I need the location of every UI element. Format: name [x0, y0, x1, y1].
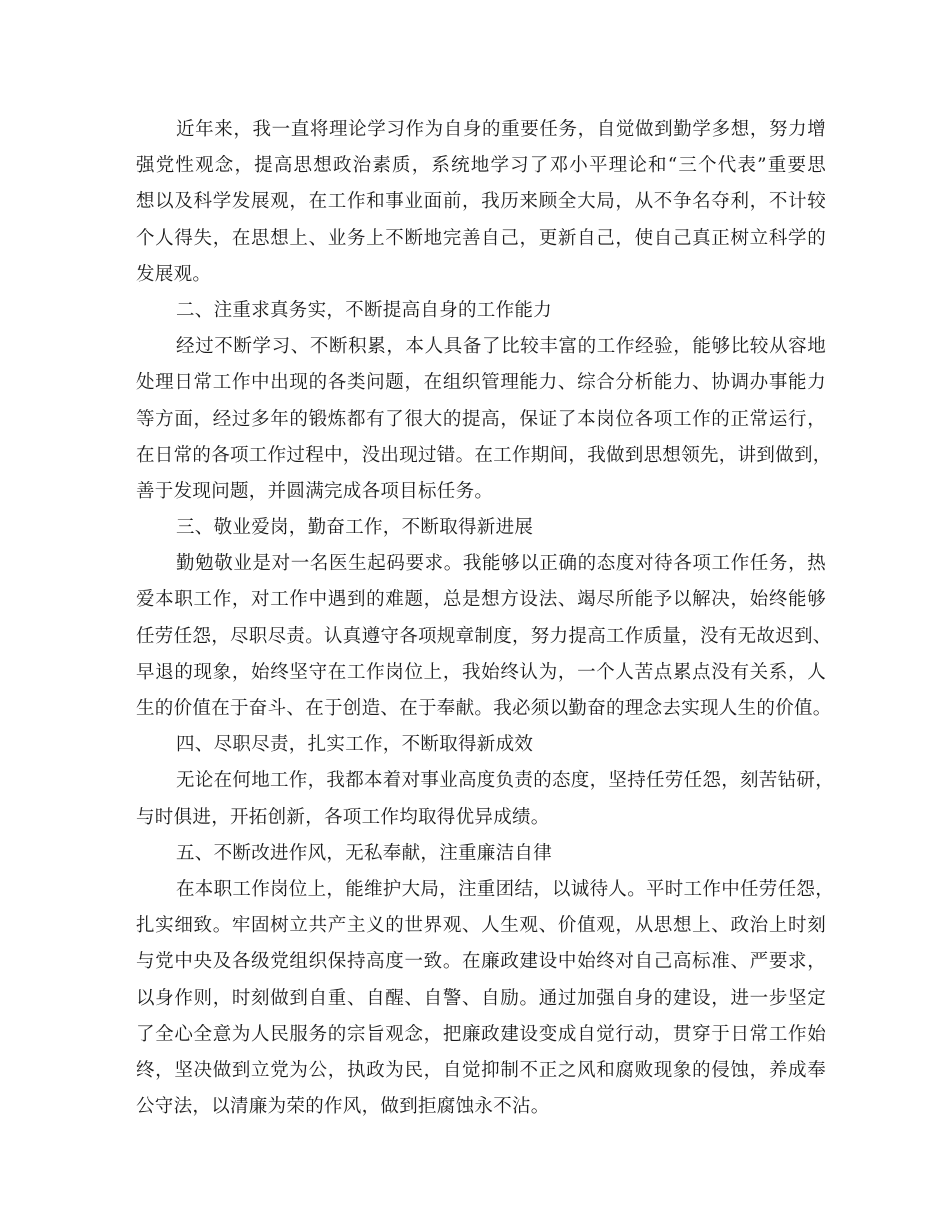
paragraph-line: 经过不断学习、不断积累，本人具备了比较丰富的工作经验，能够比较从容地	[176, 336, 826, 358]
paragraph-line: 早退的现象，始终坚守在工作岗位上，我始终认为，一个人苦点累点没有关系，人	[136, 661, 826, 683]
paragraph-line: 等方面，经过多年的锻炼都有了很大的提高，保证了本岗位各项工作的正常运行，	[136, 408, 826, 430]
paragraph-line: 善于发现问题，并圆满完成各项目标任务。	[136, 480, 494, 502]
paragraph-line: 勤勉敬业是对一名医生起码要求。我能够以正确的态度对待各项工作任务，热	[176, 553, 826, 575]
paragraph-line: 处理日常工作中出现的各类问题，在组织管理能力、综合分析能力、协调办事能力	[136, 372, 826, 394]
paragraph-line: 个人得失，在思想上、业务上不断地完善自己，更新自己，使自己真正树立科学的	[136, 227, 826, 249]
paragraph-line: 想以及科学发展观，在工作和事业面前，我历来顾全大局，从不争名夺利，不计较	[136, 191, 826, 213]
section-heading: 二、注重求真务实，不断提高自身的工作能力	[176, 299, 553, 321]
paragraph-line: 与时俱进，开拓创新，各项工作均取得优异成绩。	[136, 806, 550, 828]
paragraph-line: 任劳任怨，尽职尽责。认真遵守各项规章制度，努力提高工作质量，没有无故迟到、	[136, 625, 832, 647]
paragraph-line: 在日常的各项工作过程中，没出现过错。在工作期间，我做到思想领先，讲到做到，	[136, 444, 832, 466]
paragraph-line: 终，坚决做到立党为公，执政为民，自觉抑制不正之风和腐败现象的侵蚀，养成奉	[136, 1059, 826, 1081]
paragraph-line: 在本职工作岗位上，能维护大局，注重团结，以诚待人。平时工作中任劳任怨，	[176, 878, 835, 900]
paragraph-line: 以身作则，时刻做到自重、自醒、自警、自励。通过加强自身的建设，进一步坚定	[136, 987, 826, 1009]
paragraph-line: 与党中央及各级党组织保持高度一致。在廉政建设中始终对自己高标准、严要求，	[136, 951, 826, 973]
document-body	[136, 112, 835, 1125]
section-heading: 四、尽职尽责，扎实工作，不断取得新成效	[176, 734, 534, 756]
paragraph-line: 强党性观念，提高思想政治素质，系统地学习了邓小平理论和“三个代表”重要思	[136, 155, 826, 177]
section-heading: 三、敬业爱岗，勤奋工作，不断取得新进展	[176, 517, 534, 539]
paragraph-line: 扎实细致。牢固树立共产主义的世界观、人生观、价值观，从思想上、政治上时刻	[136, 915, 826, 937]
section-heading: 五、不断改进作风，无私奉献，注重廉洁自律	[176, 842, 553, 864]
paragraph-line: 爱本职工作，对工作中遇到的难题，总是想方设法、竭尽所能予以解决，始终能够	[136, 589, 826, 611]
paragraph-line: 公守法，以清廉为荣的作风，做到拒腐蚀永不沾。	[136, 1096, 550, 1118]
paragraph-line: 了全心全意为人民服务的宗旨观念，把廉政建设变成自觉行动，贯穿于日常工作始	[136, 1023, 826, 1045]
paragraph-line: 近年来，我一直将理论学习作为自身的重要任务，自觉做到勤学多想，努力增	[176, 119, 826, 140]
paragraph-line: 发展观。	[136, 263, 212, 285]
paragraph-line: 无论在何地工作，我都本着对事业高度负责的态度，坚持任劳任怨，刻苦钻研，	[176, 770, 835, 792]
paragraph-line: 生的价值在于奋斗、在于创造、在于奉献。我必须以勤奋的理念去实现人生的价值。	[136, 698, 832, 719]
